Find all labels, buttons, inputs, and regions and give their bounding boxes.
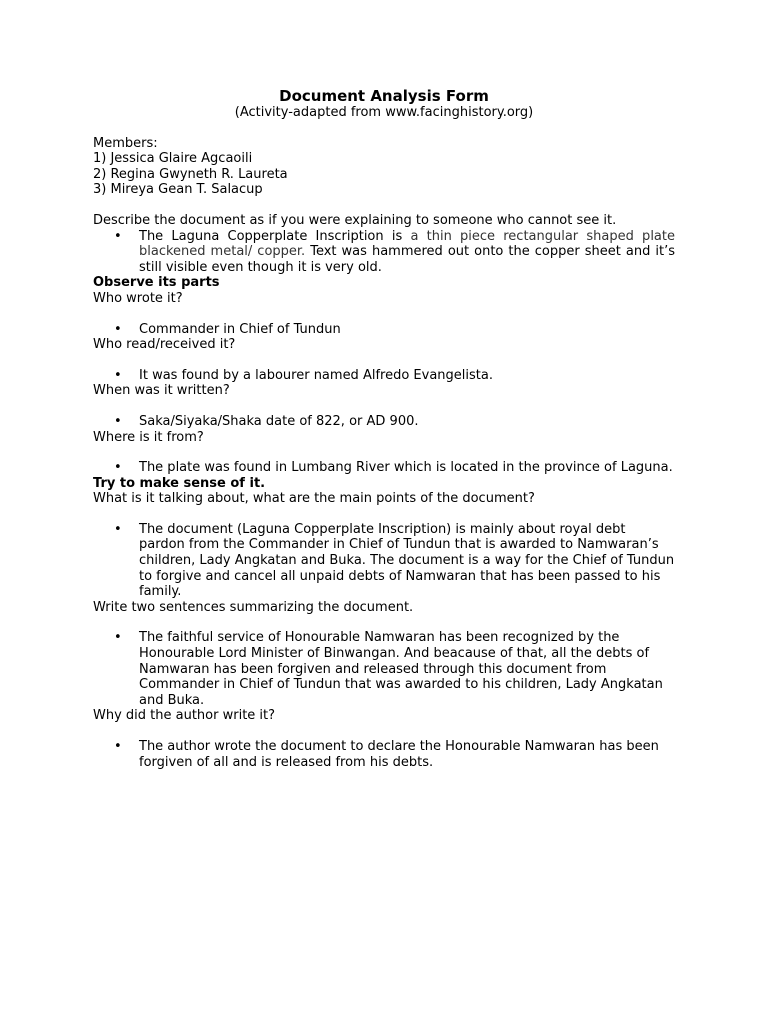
answer-when-list [93, 414, 675, 430]
bullet-icon: • [114, 630, 122, 646]
bullet-icon: • [114, 413, 122, 429]
answer-main-points [93, 522, 675, 600]
member-item: 3) Mireya Gean T. Salacup [93, 182, 263, 198]
sense-heading: Try to make sense of it. [93, 475, 266, 491]
observe-heading: Observe its parts [93, 275, 220, 291]
bullet-icon: • [114, 739, 122, 754]
answer-text: It was found by a labourer named Alfredo Evangelista. [139, 367, 493, 383]
answer-text: Commander in Chief of Tundun [139, 321, 341, 337]
answer-who-read [93, 368, 675, 384]
document-page [93, 88, 675, 770]
answer-who-wrote [93, 322, 675, 338]
member-item: 1) Jessica Glaire Agcaoili [93, 151, 253, 167]
answer-text: Saka/Siyaka/Shaka date of 822, or AD 900. [139, 413, 419, 429]
describe-answer [93, 229, 675, 276]
describe-answer-text-3: Text was hammered out onto the copper sheet and it’s still visible even though it is very old. [139, 244, 675, 275]
answer-text: The document (Laguna Copperplate Inscription) is mainly about royal debt pardon from the Commander in Chief of Tundun that is awarded to Namwaran’s children, Lady Angkatan and Buka. The document is a way for the Chief of Tundun to forgive and cancel all unpaid debts of Namwaran that has been passed to his family. [139, 521, 675, 600]
answer-when [93, 414, 675, 430]
bullet-icon: • [114, 321, 122, 337]
answer-text: The author wrote the document to declare the Honourable Namwaran has been forgiven of all and is released from his debts. [139, 739, 659, 770]
answer-where-list [93, 460, 675, 476]
describe-answer-list [93, 229, 675, 276]
question-where: Where is it from? [93, 429, 204, 445]
question-why: Why did the author write it? [93, 708, 276, 724]
describe-answer-text-1: The Laguna Copperplate Inscription is [139, 228, 411, 244]
answer-summary [93, 630, 675, 708]
question-summary: Write two sentences summarizing the document. [93, 599, 414, 615]
answer-who-read-list [93, 368, 675, 384]
bullet-icon: • [114, 367, 122, 383]
answer-text: The plate was found in Lumbang River which is located in the province of Laguna. [139, 460, 673, 476]
bullet-icon: • [114, 521, 122, 537]
members-heading: Members: [93, 135, 158, 151]
answer-why-list [93, 739, 675, 770]
bullet-icon: • [114, 228, 122, 244]
describe-prompt: Describe the document as if you were explaining to someone who cannot see it. [93, 212, 617, 228]
answer-who-wrote-list [93, 322, 675, 338]
answer-text: The faithful service of Honourable Namwaran has been recognized by the Honourable Lord Minister of Binwangan. And beacause of that, all the debts of Namwaran has been forgiven and released through this document from Commander in Chief of Tundun that was awarded to his children, Lady Angkatan and Buka. [139, 630, 663, 708]
members-section [93, 136, 675, 198]
member-item: 2) Regina Gwyneth R. Laureta [93, 166, 288, 182]
question-main-points: What is it talking about, what are the main points of the document? [93, 491, 535, 507]
describe-answer-text-2: a thin piece rectangular shaped plate blackened metal/ copper. [139, 228, 675, 260]
answer-main-points-list [93, 522, 675, 600]
question-who-read: Who read/received it? [93, 337, 236, 353]
document-subtitle: (Activity-adapted from www.facinghistory.org) [234, 105, 534, 120]
answer-why [93, 739, 675, 770]
answer-summary-list [93, 630, 675, 708]
answer-where [93, 460, 675, 476]
document-title: Document Analysis Form [279, 87, 489, 105]
question-who-wrote: Who wrote it? [93, 290, 183, 306]
bullet-icon: • [114, 460, 122, 476]
question-when: When was it written? [93, 383, 230, 399]
